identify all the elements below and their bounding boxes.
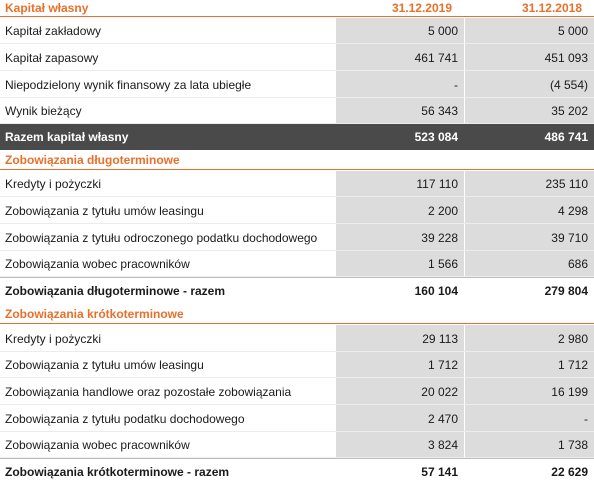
- value-2019: 2 470: [336, 405, 464, 432]
- value-2018: 1 712: [465, 352, 594, 378]
- table-row: [0, 98, 594, 124]
- row-label: Zobowiązania z tytułu umów leasingu: [5, 203, 204, 218]
- table-row: [0, 378, 594, 405]
- value-2019: 1 566: [336, 251, 464, 277]
- value-2019: 29 113: [336, 325, 464, 352]
- value-2019: 2 200: [336, 197, 464, 224]
- short-term-total-row: [0, 458, 594, 485]
- table-row: [0, 251, 594, 277]
- row-label: Zobowiązania krótkoterminowe - razem: [5, 465, 230, 479]
- value-2019: 3 824: [336, 432, 464, 458]
- value-2018: 451 093: [465, 44, 594, 71]
- row-label: Kredyty i pożyczki: [5, 177, 102, 191]
- row-label: Zobowiązania wobec pracowników: [5, 438, 190, 452]
- row-label: Zobowiązania wobec pracowników: [5, 257, 190, 271]
- section-title: Zobowiązania długoterminowe: [5, 153, 180, 167]
- value-2018: (4 554): [465, 71, 594, 98]
- row-label: Niepodzielony wynik finansowy za lata ubiegłe: [5, 77, 252, 92]
- long-term-total-row: [0, 277, 594, 304]
- table-row: [0, 18, 594, 44]
- value-2019: 160 104: [414, 284, 458, 298]
- row-label: Kapitał zakładowy: [5, 24, 102, 38]
- long-term-section-header: [0, 151, 594, 170]
- table-row: [0, 352, 594, 378]
- equity-section-title: Kapitał własny: [5, 1, 89, 15]
- value-2018: 35 202: [465, 98, 594, 124]
- row-label: Razem kapitał własny: [0, 130, 336, 144]
- table-row: [0, 325, 594, 352]
- value-2018: 22 629: [551, 465, 588, 479]
- table-row: [0, 44, 594, 71]
- table-header: [0, 0, 594, 17]
- table-row: [0, 224, 594, 251]
- row-label: Zobowiązania z tytułu umów leasingu: [5, 358, 204, 372]
- value-2018: 279 804: [544, 284, 588, 298]
- value-2019: 523 084: [336, 124, 464, 150]
- value-2019: 5 000: [336, 18, 464, 44]
- value-2018: 686: [465, 251, 594, 277]
- value-2018: 235 110: [465, 171, 594, 197]
- table-row: [0, 71, 594, 98]
- value-2018: 4 298: [465, 197, 594, 224]
- value-2019: 57 141: [421, 465, 458, 479]
- value-2019: 56 343: [336, 98, 464, 124]
- value-2019: 39 228: [336, 224, 464, 251]
- table-row: [0, 405, 594, 432]
- value-2018: 486 741: [465, 124, 594, 150]
- column-header-2018: 31.12.2018: [521, 1, 582, 15]
- table-row: [0, 197, 594, 224]
- value-2018: 16 199: [465, 378, 594, 405]
- row-label: Zobowiązania handlowe oraz pozostałe zobowiązania: [5, 384, 292, 399]
- value-2019: 117 110: [336, 171, 464, 197]
- equity-total-row: [0, 124, 594, 150]
- value-2018: 1 738: [465, 432, 594, 458]
- short-term-section-header: [0, 305, 594, 324]
- row-label: Kapitał zapasowy: [5, 50, 99, 65]
- table-row: [0, 171, 594, 197]
- section-title: Zobowiązania krótkoterminowe: [5, 307, 184, 321]
- row-label: Zobowiązania długoterminowe - razem: [5, 284, 226, 298]
- value-2019: 461 741: [336, 44, 464, 71]
- value-2019: 1 712: [336, 352, 464, 378]
- value-2019: 20 022: [336, 378, 464, 405]
- row-label: Wynik bieżący: [5, 104, 82, 118]
- row-label: Kredyty i pożyczki: [5, 331, 102, 346]
- column-header-2019: 31.12.2019: [391, 1, 452, 15]
- value-2018: 39 710: [465, 224, 594, 251]
- value-2018: 5 000: [465, 18, 594, 44]
- row-label: Zobowiązania z tytułu podatku dochodowego: [5, 411, 245, 426]
- table-row: [0, 432, 594, 458]
- value-2019: -: [336, 71, 464, 98]
- value-2018: -: [465, 405, 594, 432]
- value-2018: 2 980: [465, 325, 594, 352]
- row-label: Zobowiązania z tytułu odroczonego podatku dochodowego: [5, 230, 318, 245]
